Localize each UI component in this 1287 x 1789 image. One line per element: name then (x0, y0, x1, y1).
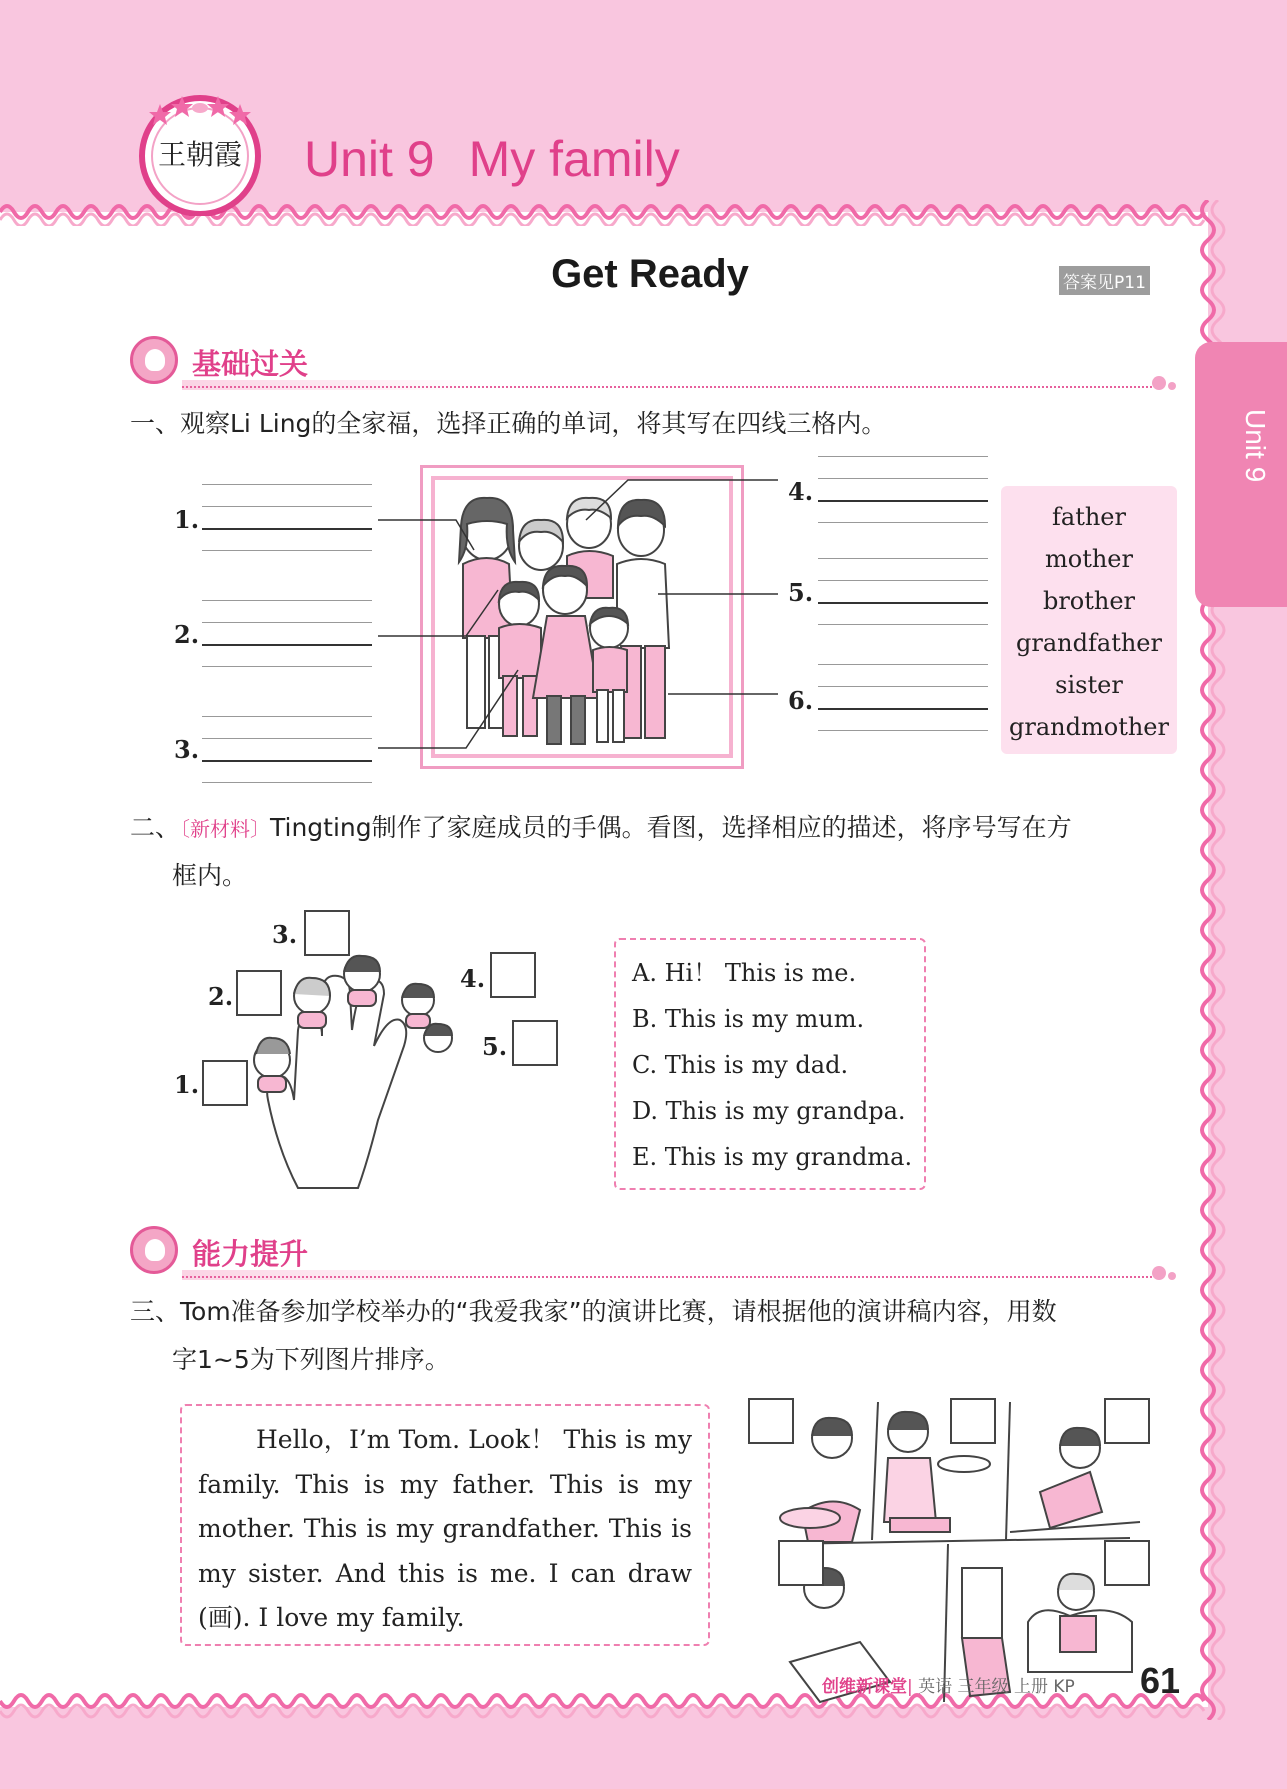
order-box-mother-cooking[interactable] (950, 1398, 996, 1444)
section-banner-advanced (130, 1226, 1170, 1276)
logo-text: 王朝霞 (157, 138, 243, 171)
item-number: 2. (208, 982, 234, 1011)
word-option: grandfather (1016, 629, 1162, 657)
page-title: Get Ready (551, 252, 749, 296)
unit-name: My family (468, 131, 680, 187)
footer-info: 创维新课堂| 英语 三年级 上册 KP (822, 1677, 1075, 1697)
writing-lines-3[interactable] (202, 716, 372, 788)
item-number: 3. (174, 735, 200, 764)
order-box-tom-drawing[interactable] (778, 1540, 824, 1586)
unit-title (304, 130, 680, 188)
answer-reference-badge: 答案见P11 (1059, 266, 1150, 295)
question-2-text: 二、〔新材料〕Tingting制作了家庭成员的手偶。看图，选择相应的描述，将序号写在方 (130, 813, 1072, 842)
writing-lines-1[interactable] (202, 484, 372, 556)
book-info: 英语 三年级 上册 KP (918, 1677, 1075, 1697)
writing-lines-5[interactable] (818, 558, 988, 630)
item-number: 1. (174, 1070, 200, 1099)
word-option: sister (1055, 671, 1123, 699)
question-2-text-cont: 框内。 (172, 861, 248, 890)
word-option: mother (1045, 545, 1133, 573)
answer-box-4[interactable] (490, 952, 536, 998)
item-number: 4. (460, 964, 486, 993)
section-banner-basic (130, 336, 1170, 386)
writing-lines-4[interactable] (818, 456, 988, 528)
order-box-grandfather-sofa[interactable] (1104, 1540, 1150, 1586)
question-3-text: 三、Tom准备参加学校举办的“我爱我家”的演讲比赛，请根据他的演讲稿内容，用数 (130, 1297, 1057, 1326)
question-1-text: 一、观察Li Ling的全家福，选择正确的单词，将其写在四线三格内。 (130, 409, 887, 438)
pointer-lines (378, 470, 780, 770)
writing-lines-2[interactable] (202, 600, 372, 672)
speech-passage: Hello，I’m Tom. Look！ This is my family. This is my father. This is my mother. This is my grandfather. This is my sister. And this is me. I can draw (画). I love my family. (180, 1404, 710, 1646)
word-bank (1001, 486, 1177, 754)
answer-box-5[interactable] (512, 1020, 558, 1066)
option-d: D. This is my grandpa. (632, 1097, 906, 1125)
side-tab-label: Unit 9 (1240, 409, 1271, 483)
item-number: 6. (788, 686, 814, 715)
answer-box-1[interactable] (202, 1060, 248, 1106)
option-e: E. This is my grandma. (632, 1143, 913, 1171)
mascot-icon (130, 336, 178, 384)
option-c: C. This is my dad. (632, 1051, 849, 1079)
item-number: 5. (788, 578, 814, 607)
section-label: 能力提升 (192, 1237, 309, 1271)
order-box-grandpa-washing[interactable] (748, 1398, 794, 1444)
description-options (614, 938, 926, 1190)
item-number: 1. (174, 505, 200, 534)
new-material-tag: 〔新材料〕 (180, 817, 271, 841)
brand-name: 创维新课堂 (822, 1677, 907, 1697)
order-box-sister-reading[interactable] (1104, 1398, 1150, 1444)
word-option: grandmother (1009, 713, 1169, 741)
section-label: 基础过关 (192, 347, 309, 381)
question-3-text-cont: 字1~5为下列图片排序。 (172, 1345, 450, 1374)
unit-side-tab[interactable] (1195, 342, 1287, 607)
word-option: brother (1042, 587, 1136, 615)
option-a: A. Hi！ This is me. (632, 959, 857, 987)
page-number: 61 (1140, 1660, 1181, 1701)
answer-box-2[interactable] (236, 970, 282, 1016)
publisher-logo (138, 92, 262, 216)
word-option: father (1052, 503, 1126, 531)
option-b: B. This is my mum. (632, 1005, 865, 1033)
item-number: 2. (174, 620, 200, 649)
item-number: 5. (482, 1032, 508, 1061)
unit-number: Unit 9 (304, 131, 435, 187)
writing-lines-6[interactable] (818, 664, 988, 736)
item-number: 3. (272, 920, 298, 949)
item-number: 4. (788, 477, 814, 506)
answer-box-3[interactable] (304, 910, 350, 956)
mascot-icon (130, 1226, 178, 1274)
